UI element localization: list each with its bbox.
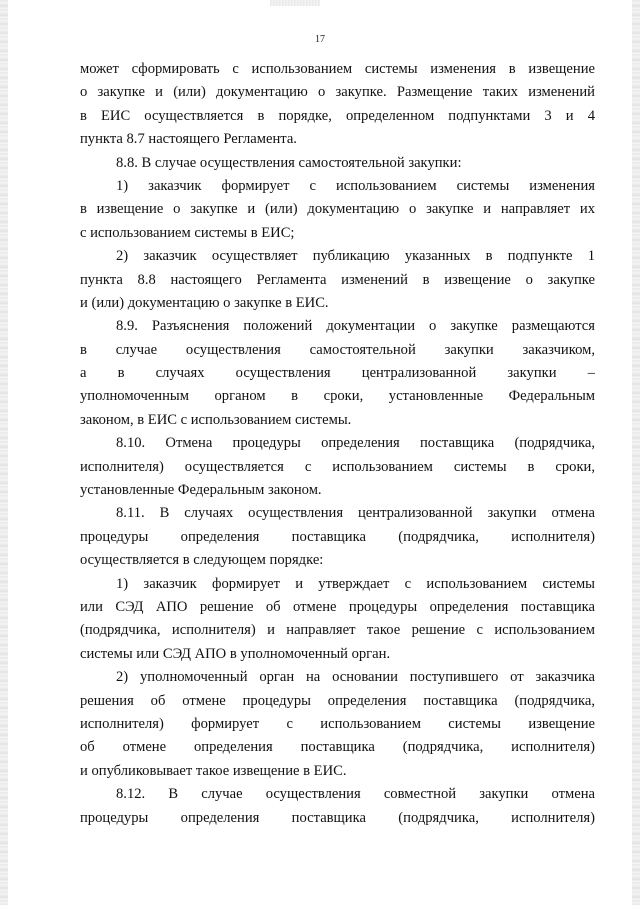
text-line: 8.12. В случае осуществления совместной закупки отмена [116,786,595,803]
text-line: о закупке и (или) документацию о закупке. Размещение таких изменений [80,84,595,101]
text-line: пункта 8.7 настоящего Регламента. [80,131,297,148]
text-line: или СЭД АПО решение об отмене процедуры определения поставщика [80,598,595,615]
text-line: пункта 8.8 настоящего Регламента изменений в извещение о закупке [80,271,595,288]
text-line: об отмене определения поставщика (подрядчика, исполнителя) [80,739,595,756]
text-line: в ЕИС осуществляется в порядке, определенном подпунктами 3 и 4 [80,107,595,124]
text-line: уполномоченным органом в сроки, установленные Федеральным [80,388,595,405]
text-line: процедуры определения поставщика (подрядчика, исполнителя) [80,809,595,826]
text-line: (подрядчика, исполнителя) и направляет такое решение с использованием [80,622,595,639]
text-line: может сформировать с использованием системы изменения в извещение [80,61,595,77]
text-line: процедуры определения поставщика (подрядчика, исполнителя) [80,528,595,545]
text-line: и опубликовывает такое извещение в ЕИС. [80,762,347,779]
text-line: 8.11. В случаях осуществления централизованной закупки отмена [116,505,595,522]
text-line: а в случаях осуществления централизованной закупки – [80,365,595,382]
text-line: 1) заказчик формирует и утверждает с использованием системы [116,575,595,592]
text-line: решения об отмене процедуры определения поставщика (подрядчика, [80,692,595,709]
document-body [80,58,595,830]
text-line: исполнителя) осуществляется с использованием системы в сроки, [80,458,595,475]
text-line: 1) заказчик формирует с использованием системы изменения [116,177,595,194]
text-line: с использованием системы в ЕИС; [80,224,295,241]
text-line: в извещение о закупке и (или) документацию о закупке и направляет их [80,201,595,218]
text-line: установленные Федеральным законом. [80,482,322,499]
scan-artifact-top [270,0,320,6]
text-line: и (или) документацию о закупке в ЕИС. [80,294,329,311]
text-line: системы или СЭД АПО в уполномоченный орган. [80,645,391,662]
text-line: 8.9. Разъяснения положений документации о закупке размещаются [116,318,595,335]
text-line: 2) заказчик осуществляет публикацию указанных в подпункте 1 [116,248,595,265]
text-line: исполнителя) формирует с использованием системы извещение [80,715,595,732]
text-line: 8.10. Отмена процедуры определения поставщика (подрядчика, [116,435,595,452]
scan-edge-right [632,0,640,905]
text-line: 8.8. В случае осуществления самостоятельной закупки: [116,154,462,171]
scan-edge-left [0,0,8,905]
text-line: законом, в ЕИС с использованием системы. [80,411,352,428]
text-line: осуществляется в следующем порядке: [80,552,324,569]
page-number: 17 [315,34,325,45]
text-line: 2) уполномоченный орган на основании поступившего от заказчика [116,669,595,686]
text-line: в случае осуществления самостоятельной закупки заказчиком, [80,341,595,358]
